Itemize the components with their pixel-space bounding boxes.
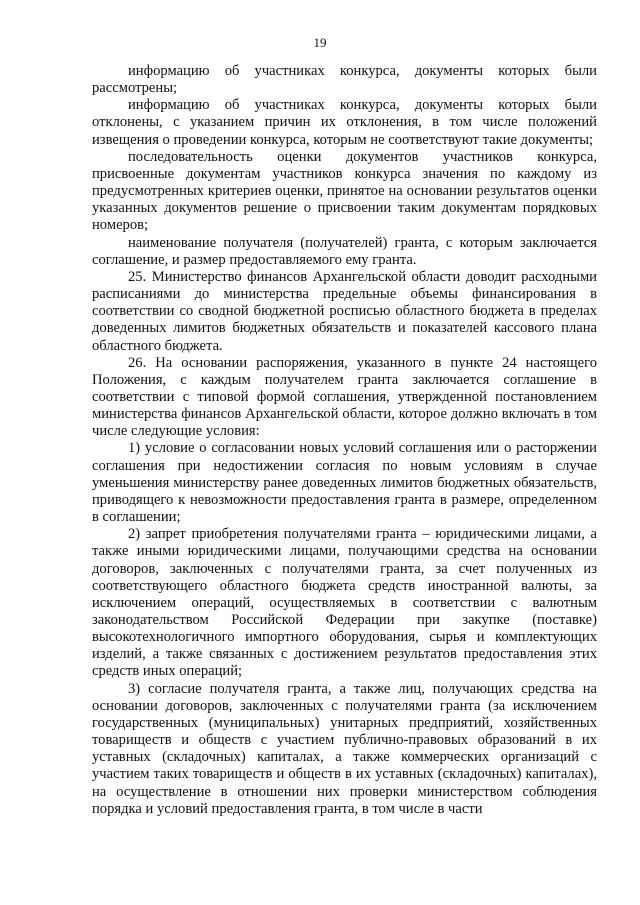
paragraph-condition-2: 2) запрет приобретения получателями гранта – юридическими лицами, а также иными юридическими лицами, получающими средства на основании договоров, заключенных с получателями гранта, за счет полученных из соответствующего областного бюджета средств иностранной валюты, за исключением операций, осуществляемых в соответствии с валютным законодательством Российской Федерации при закупке (поставке) высокотехнологичного импортного оборудования, сырья и комплектующих изделий, а также связанных с достижением результатов предоставления этих средств иных операций; <box>92 526 597 680</box>
paragraph-clause-25: 25. Министерство финансов Архангельской области доводит расходными расписаниями до министерства предельные объемы финансирования в соответствии со сводной бюджетной росписью областного бюджета в пределах доведенных лимитов бюджетных обязательств и показателей кассового плана областного бюджета. <box>92 268 597 354</box>
paragraph-condition-3: 3) согласие получателя гранта, а также лиц, получающих средства на основании договоров, заключенных с получателями гранта (за исключением государственных (муниципальных) унитарных предприятий, хозяйственных товариществ и обществ с участием публично-правовых образований в их уставных (складочных) капиталах, а также коммерческих организаций с участием таких товариществ и обществ в их уставных (складочных) капиталах), на осуществление в отношении них проверки министерством соблюдения порядка и условий предоставления гранта, в том числе в части <box>92 680 597 817</box>
paragraph-grant-recipient: наименование получателя (получателей) гранта, с которым заключается соглашение, и размер предоставляемого ему гранта. <box>92 234 597 268</box>
paragraph-rejected-participants: информацию об участниках конкурса, документы которых были отклонены, с указанием причин их отклонения, в том числе положений извещения о проведении конкурса, которым не соответствуют такие документы; <box>92 97 597 148</box>
paragraph-evaluation-sequence: последовательность оценки документов участников конкурса, присвоенные документам участников конкурса значения по каждому из предусмотренных критериев оценки, принятое на основании результатов оценки указанных документов решение о присвоении таким документам порядковых номеров; <box>92 148 597 234</box>
body-text <box>92 63 597 818</box>
paragraph-considered-participants: информацию об участниках конкурса, документы которых были рассмотрены; <box>92 63 597 97</box>
paragraph-condition-1: 1) условие о согласовании новых условий соглашения или о расторжении соглашения при недостижении согласия по новым условиям в случае уменьшения министерству ранее доведенных лимитов бюджетных обязательств, приводящего к невозможности предоставления гранта в размере, определенном в соглашении; <box>92 440 597 526</box>
paragraph-clause-26: 26. На основании распоряжения, указанного в пункте 24 настоящего Положения, с каждым получателем гранта заключается соглашение в соответствии с типовой формой соглашения, утвержденной постановлением министерства финансов Архангельской области, которое должно включать в том числе следующие условия: <box>92 354 597 440</box>
page-number: 19 <box>313 35 327 50</box>
